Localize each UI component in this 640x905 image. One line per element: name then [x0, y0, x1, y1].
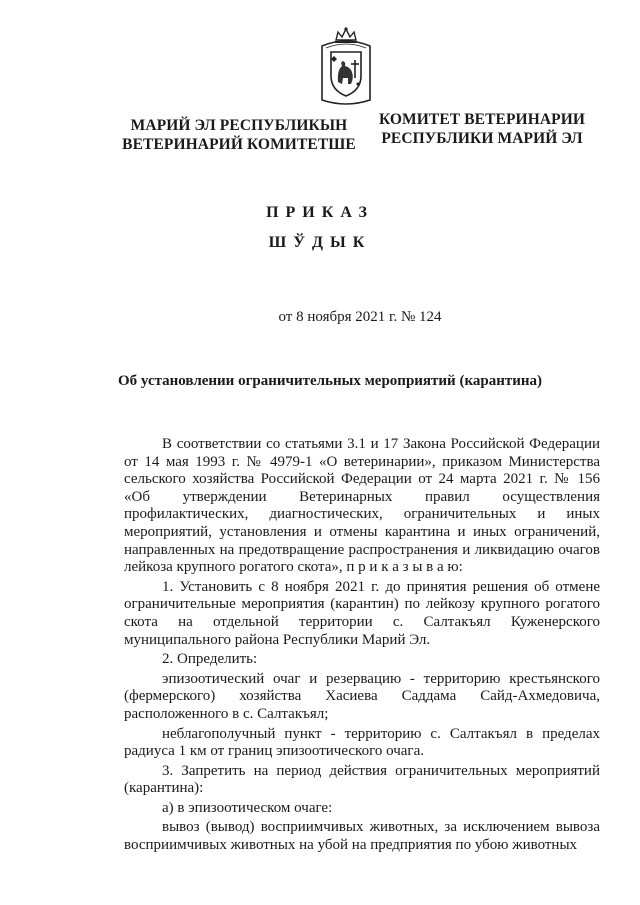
mari-org-line-1: МАРИЙ ЭЛ РЕСПУБЛИКЫН	[130, 117, 348, 134]
paragraph-item-2: 2. Определить:	[162, 651, 258, 668]
mari-organization-name	[94, 116, 384, 154]
paragraph-item-3: 3. Запретить на период действия ограничительных мероприятий (карантина):	[124, 762, 600, 797]
mari-org-line-2: ВЕТЕРИНАРИЙ КОМИТЕТШЕ	[122, 136, 356, 153]
order-body	[124, 436, 600, 855]
order-subject: Об установлении ограничительных мероприятий (карантина)	[117, 373, 542, 389]
order-title-russian: ПРИКАЗ	[266, 204, 374, 221]
russian-organization-name	[372, 110, 592, 148]
paragraph-item-1: 1. Установить с 8 ноября 2021 г. до принятия решения об отмене ограничительные мероприятия (карантин) по лейкозу крупного рогатого скота на отдельной территории с. Салтакъял Куженерского муниципального района Республики Марий Эл.	[124, 578, 600, 648]
preamble-paragraph: В соответствии со статьями 3.1 и 17 Закона Российской Федерации от 14 мая 1993 г. № 4979-1 «О ветеринарии», приказом Министерства сельского хозяйства Российской Федерации от 24 марта 2021 г. № 156 «Об утверждении Ветеринарных правил осуществления профилактических, диагностических, ограничительных и иных мероприятий, установления и отмены карантина и иных ограничений, направленных на предотвращение распространения и ликвидацию очагов лейкоза крупного рогатого скота», п р и к а з ы в а ю:	[124, 436, 600, 576]
paragraph-epizootic-focus: эпизоотический очаг и резервацию - территорию крестьянского (фермерского) хозяйства Хасиева Саддама Сайд-Ахмедовича, расположенного в с. Салтакъял;	[124, 670, 600, 722]
paragraph-unfavorable-point: неблагополучный пункт - территорию с. Салтакъял в пределах радиуса 1 км от границ эпизоотического очага.	[124, 725, 600, 760]
russian-org-line-1: КОМИТЕТ ВЕТЕРИНАРИИ	[378, 111, 586, 128]
paragraph-subitem-a: а) в эпизоотическом очаге:	[162, 799, 333, 816]
paragraph-export-ban: вывоз (вывод) восприимчивых животных, за исключением вывоза восприимчивых животных на убой на предприятия по убою животных	[124, 819, 600, 854]
order-title-mari: ШЎДЫК	[268, 234, 372, 251]
order-date-number: от 8 ноября 2021 г. № 124	[278, 309, 442, 325]
russian-org-line-2: РЕСПУБЛИКИ МАРИЙ ЭЛ	[381, 130, 583, 147]
coat-of-arms-emblem	[318, 26, 374, 106]
